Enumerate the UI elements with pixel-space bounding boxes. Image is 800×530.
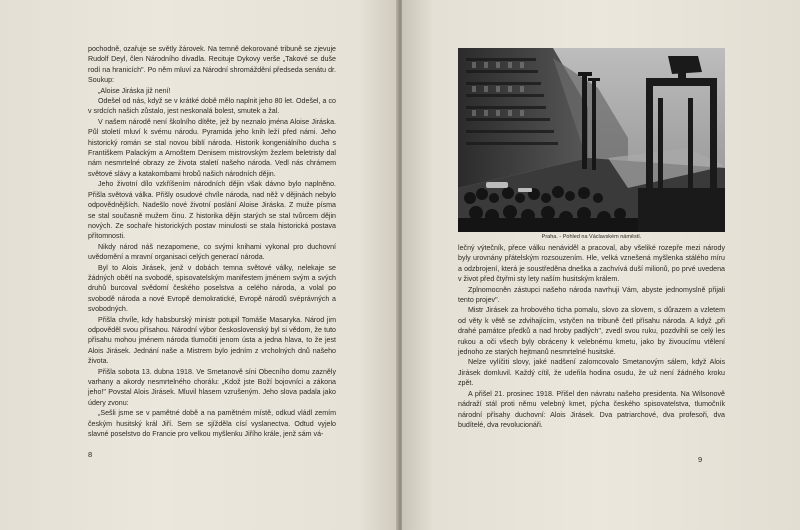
right-page-text	[458, 243, 725, 430]
paragraph: Přišla chvíle, kdy habsburský ministr potupil Tomáše Masaryka. Národ jim odpověděl svou přísahou. Národní výbor československý byl si vědom, že tuto přísahu mohou jménem národa tlumočiti jenom ústa a jedna hlava, to že jest Alois Jirásek. Jednání naše a Mistrem bylo jedním z vrcholných dnů našeho života.	[88, 315, 336, 366]
left-page-text	[88, 44, 336, 439]
photo-caption: Praha. - Pohled na Václavském náměstí.	[541, 234, 642, 240]
paragraph: Zplnomocněn zástupci našeho národa navrhuji Vám, abyste jednomyslně přijali tento projev".	[458, 285, 725, 305]
paragraph: Nikdy národ náš nezapomene, co svými knihami vykonal pro duchovní uvědomění a mravní organisaci celých generací národa.	[88, 242, 336, 262]
paragraph: Přišla sobota 13. dubna 1918. Ve Smetanově síni Obecního domu zazněly varhany a akordy nesmrtelného chorálu: „Kdož jste Boží bojovníci a zákona jeho!" Povstal Alois Jirásek. Mluvil hlasem vzrušeným. Jeho slova padala jako údery zvonu:	[88, 367, 336, 407]
street-photo	[458, 48, 725, 232]
paragraph: Odešel od nás, když se v krátké době mělo naplnit jeho 80 let. Odešel, a co v srdcích našich zůstalo, jest neskonalá bolest, smutek a žal.	[88, 97, 336, 116]
paragraph: Byl to Alois Jirásek, jenž v dobách temna světové války, nelekaje se žádných obětí na svobodě, spisovatelským manifestem jménem svým a svých druhů burcoval svědomí českého poselstva a celého národa, a volal po svobodě národa a nové Evropě demokratické, Evropě národů svéprávných a svobodných.	[88, 263, 336, 314]
left-page	[0, 0, 398, 530]
right-page	[402, 0, 800, 530]
page-number: 8	[88, 450, 93, 459]
paragraph: lečný výtečník, přece válku nenáviděl a pracoval, aby všeliké rozepře mezi národy byly urovnány přátelským rozsouzením. Hle, velká vznešená myšlenka stálého míru a odzbrojení, která je soustředěna dneška a zachvívá duší milionů, po prvé uvedena v život před čtyřmi sty lety naším husitským králem.	[458, 244, 725, 284]
paragraph: V našem národě není školního dítěte, jež by neznalo jména Aloise Jiráska. Půl století mluví k svému národu. Pyramida jeho knih leží před námi. Jeho historický román se stal novou biblí národa. Historik kongeniálního ducha s Františkem Palackým a Arnoštem Denisem mistrovským žezlem beletristy dal nám nesmrtelné obrazy ze života staletí našeho národa. Vedl nás chrámem světové slávy a katakombami hrobů našich národních dějin.	[88, 117, 336, 178]
page-number: 9	[698, 455, 703, 464]
paragraph: pochodně, ozařuje se světly žárovek. Na temně dekorované tribuně se zjevuje Rudolf Deyl, člen Národního divadla. Recituje Dykovy verše „Takové se duše rodí na hranicích". Po něm mluví za Národní shromáždění předseda senátu dr. Soukup:	[88, 45, 336, 85]
paragraph: Mistr Jirásek za hrobového ticha pomalu, slovo za slovem, s důrazem a vzletem od věty k větě se zdvihajícím, vstyčen na tribuně četl přísahu národa. A když „při drahé památce předků a nad hroby padlých", zvedl svou ruku, pozdvihli se celý les rukou a oči všech byly obráceny k velebnému kmetu, jako by živoucímu vtělení jednoho ze starých hejtmanů nesmrtelné husitské.	[458, 306, 725, 357]
paragraph: Jeho životní dílo vzkříšením národních dějin však dávno bylo naplněno. Přišla světová válka. Přišly osudové chvíle národa, nad něž v dějinách nebylo odpovědnějších. Nadešlo nové životní poslání Aloise Jiráska. Z muže písma se stal současně mužem činu. Z historika dějin starých se stal tvůrcem dějin nových. Ze sochaře historických postav minulosti se stala historická postava přítomnosti.	[88, 180, 336, 241]
paragraph: „Aloise Jiráska již není!	[98, 86, 171, 95]
paragraph: „Sešli jsme se v pamětné době a na pamětném místě, odkud vládl zemím českým husitský král Jiří. Sem se sjížděla císí vyslanectva. Odtud vyjelo slavné poselstvo do Francie pro velkou myšlenku Jiřího krále, jenž sám vá-	[88, 409, 336, 439]
paragraph: A přišel 21. prosinec 1918. Přišel den návratu našeho presidenta. Na Wilsonově nádraží stál proti němu velebný kmet, pýcha českého spisovatelstva, tlumočník národní přísahy duchovní: Alois Jirásek. Dva patriarchové, dva profesoři, dva budítelé, dva revolucionáři.	[458, 389, 725, 429]
paragraph: Nelze vylíčiti slovy, jaké nadšení zalomcovalo Smetanovým sálem, když Alois Jirásek domluvil. Každý cítil, že udeřila hodina osudu, že už není žádného kroku zpět.	[458, 358, 725, 388]
